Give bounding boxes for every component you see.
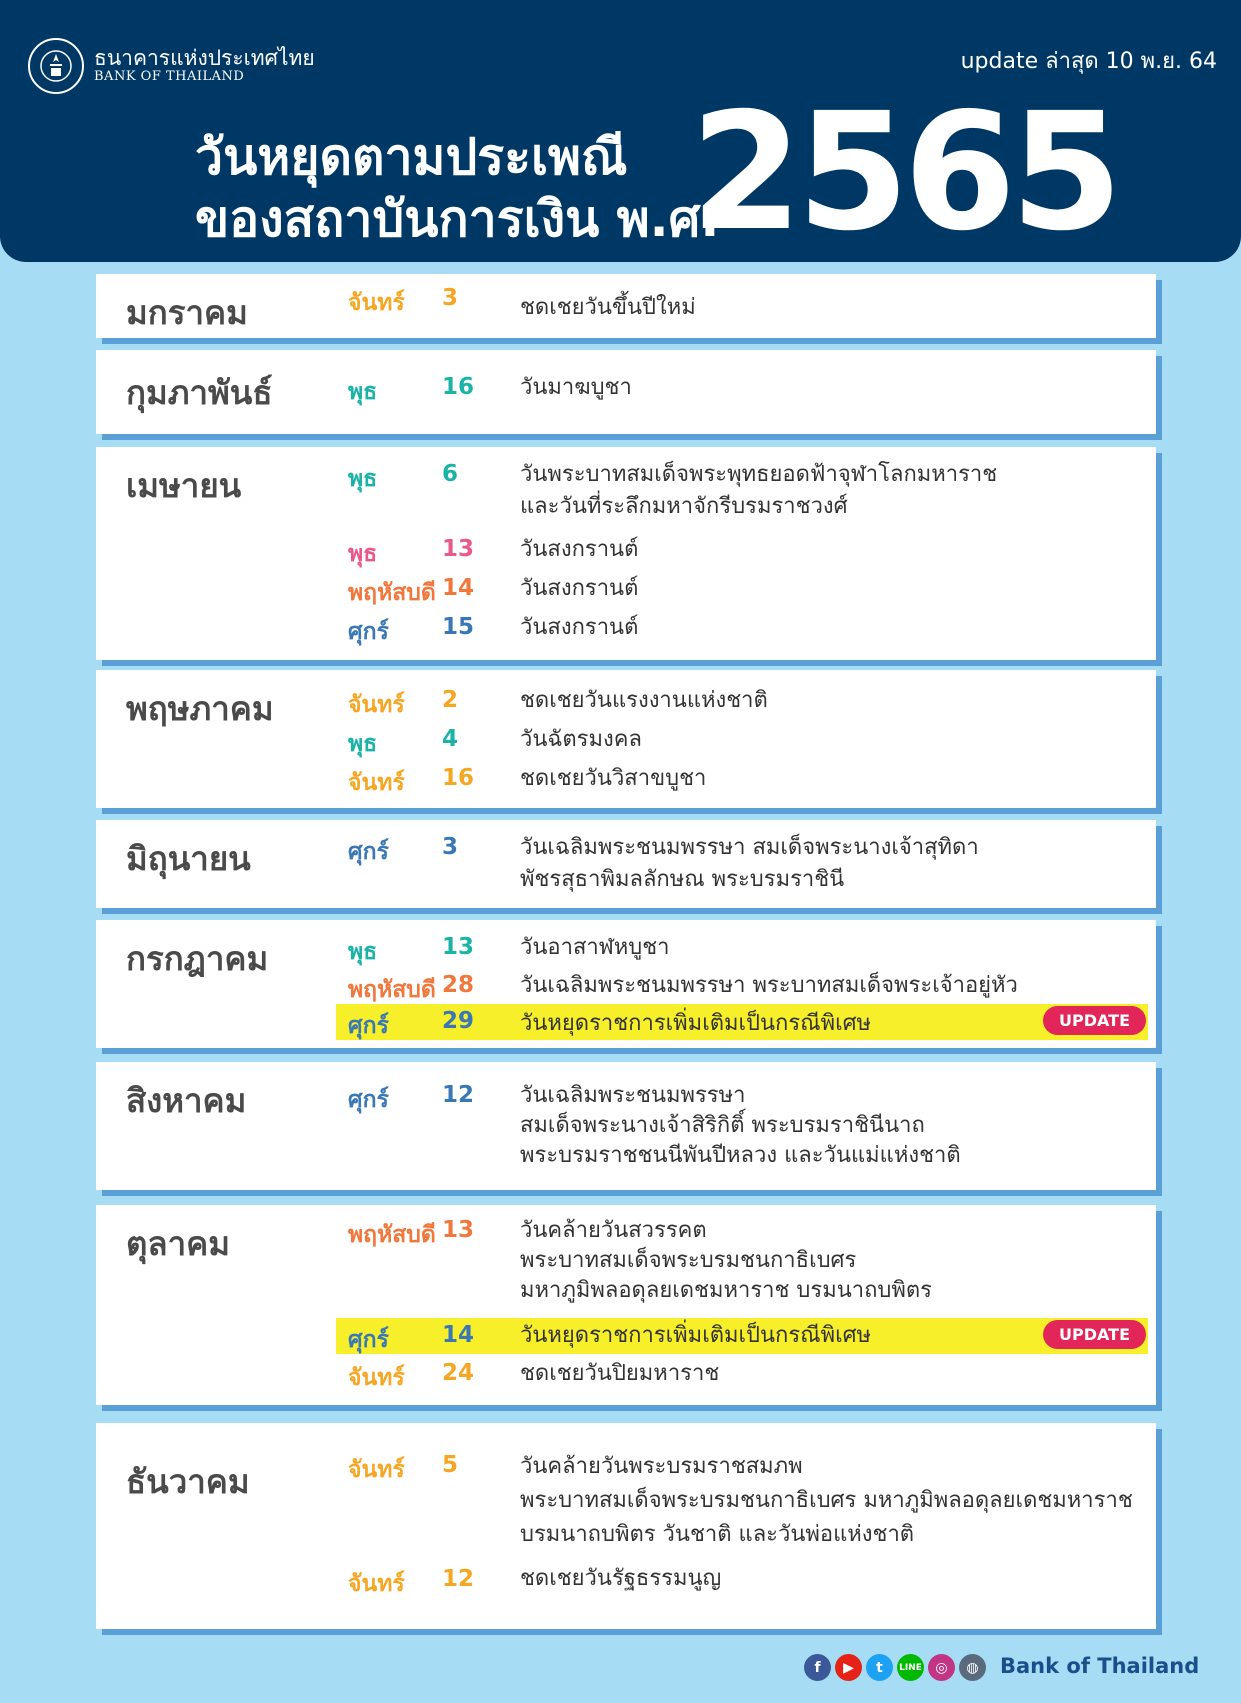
title-line1: วันหยุดตามประเพณี <box>195 128 628 186</box>
holiday-weekday: พุธ <box>348 466 378 492</box>
holiday-description: วันสงกรานต์ <box>520 576 639 601</box>
bank-emblem-icon <box>36 46 76 86</box>
header-banner <box>0 0 1241 267</box>
holiday-description: มหาภูมิพลอดุลยเดชมหาราช บรมนาถบพิตร <box>520 1278 932 1303</box>
month-name: สิงหาคม <box>126 1081 247 1120</box>
holiday-weekday: พุธ <box>348 939 378 965</box>
holiday-weekday: จันทร์ <box>348 1365 405 1391</box>
social-links <box>804 1654 986 1681</box>
holiday-date: 28 <box>442 972 475 998</box>
holiday-date: 13 <box>442 1217 475 1243</box>
month-card <box>96 1062 1156 1190</box>
month-card <box>96 920 1156 1048</box>
holiday-date: 12 <box>442 1566 475 1592</box>
holiday-description: พระบาทสมเด็จพระบรมชนกาธิเบศร มหาภูมิพลอดุลยเดชมหาราช <box>520 1488 1133 1513</box>
holiday-date: 29 <box>442 1008 475 1034</box>
holiday-description: พัชรสุธาพิมลลักษณ พระบรมราชินี <box>520 867 845 892</box>
holiday-description: ชดเชยวันขึ้นปีใหม่ <box>520 295 696 320</box>
month-card <box>96 350 1156 434</box>
month-name: มิถุนายน <box>126 839 251 878</box>
update-date: update ล่าสุด 10 พ.ย. 64 <box>960 49 1217 74</box>
bank-logo <box>28 38 84 94</box>
update-badge: UPDATE <box>1043 1006 1146 1035</box>
holiday-weekday: จันทร์ <box>348 692 405 718</box>
holiday-weekday: พุธ <box>348 731 378 757</box>
holiday-description: วันเฉลิมพระชนมพรรษา <box>520 1083 746 1108</box>
holiday-date: 15 <box>442 614 475 640</box>
instagram-icon[interactable]: ◎ <box>928 1654 955 1681</box>
month-card <box>96 670 1156 808</box>
holiday-description: ชดเชยวันรัฐธรรมนูญ <box>520 1566 722 1591</box>
holiday-description: วันพระบาทสมเด็จพระพุทธยอดฟ้าจุฬาโลกมหาราช <box>520 462 998 487</box>
holiday-weekday: ศุกร์ <box>348 1327 389 1353</box>
month-name: มกราคม <box>126 293 248 332</box>
month-name: กรกฎาคม <box>126 939 269 978</box>
holiday-weekday: จันทร์ <box>348 1457 405 1483</box>
twitter-icon[interactable]: t <box>866 1654 893 1681</box>
holiday-weekday: พฤหัสบดี <box>348 1222 436 1248</box>
holiday-description: วันสงกรานต์ <box>520 615 639 640</box>
holiday-weekday: ศุกร์ <box>348 1013 389 1039</box>
holiday-description: พระบาทสมเด็จพระบรมชนกาธิเบศร <box>520 1248 857 1273</box>
month-name: ตุลาคม <box>126 1224 231 1263</box>
holiday-weekday: พุธ <box>348 379 378 405</box>
holiday-weekday: ศุกร์ <box>348 619 389 645</box>
month-name: พฤษภาคม <box>126 689 274 728</box>
title-line2: ของสถาบันการเงิน พ.ศ. <box>195 190 720 248</box>
month-name: ธันวาคม <box>126 1462 250 1501</box>
holiday-date: 16 <box>442 765 475 791</box>
month-card <box>96 274 1156 338</box>
holiday-date: 5 <box>442 1452 459 1478</box>
holiday-weekday: จันทร์ <box>348 770 405 796</box>
holiday-description: ชดเชยวันปิยมหาราช <box>520 1361 720 1386</box>
holiday-date: 12 <box>442 1082 475 1108</box>
holiday-weekday: ศุกร์ <box>348 1087 389 1113</box>
holiday-description: และวันที่ระลึกมหาจักรีบรมราชวงศ์ <box>520 494 848 519</box>
holiday-description: ชดเชยวันแรงงานแห่งชาติ <box>520 688 768 713</box>
holiday-description: วันฉัตรมงคล <box>520 727 642 752</box>
holiday-description: วันคล้ายวันสวรรคต <box>520 1218 707 1243</box>
holiday-date: 16 <box>442 374 475 400</box>
holiday-description: สมเด็จพระนางเจ้าสิริกิติ์ พระบรมราชินีนาถ <box>520 1113 925 1138</box>
holiday-weekday: พุธ <box>348 541 378 567</box>
holiday-date: 24 <box>442 1360 475 1386</box>
holiday-description: วันสงกรานต์ <box>520 537 639 562</box>
web-icon[interactable]: ◍ <box>959 1654 986 1681</box>
holiday-date: 13 <box>442 934 475 960</box>
youtube-icon[interactable]: ▶ <box>835 1654 862 1681</box>
holiday-description: บรมนาถบพิตร วันชาติ และวันพ่อแห่งชาติ <box>520 1522 915 1547</box>
holiday-description: วันหยุดราชการเพิ่มเติมเป็นกรณีพิเศษ <box>520 1011 872 1036</box>
holiday-date: 2 <box>442 687 459 713</box>
bank-name-en: BANK OF THAILAND <box>94 69 245 84</box>
holiday-description: วันเฉลิมพระชนมพรรษา พระบาทสมเด็จพระเจ้าอยู่หัว <box>520 973 1018 998</box>
holiday-date: 3 <box>442 285 459 311</box>
month-name: เมษายน <box>126 466 242 505</box>
line-icon[interactable]: LINE <box>897 1654 924 1681</box>
holiday-date: 6 <box>442 461 459 487</box>
month-card <box>96 1423 1156 1629</box>
holiday-weekday: พฤหัสบดี <box>348 580 436 606</box>
holiday-date: 13 <box>442 536 475 562</box>
holiday-date: 4 <box>442 726 459 752</box>
bank-name-th: ธนาคารแห่งประเทศไทย <box>94 46 315 70</box>
month-card <box>96 820 1156 908</box>
month-card <box>96 447 1156 660</box>
holiday-description: วันคล้ายวันพระบรมราชสมภพ <box>520 1454 803 1479</box>
title-year: 2565 <box>690 79 1117 267</box>
holiday-weekday: จันทร์ <box>348 1571 405 1597</box>
month-name: กุมภาพันธ์ <box>126 373 273 412</box>
holiday-description: วันเฉลิมพระชนมพรรษา สมเด็จพระนางเจ้าสุทิดา <box>520 835 979 860</box>
holiday-description: พระบรมราชชนนีพันปีหลวง และวันแม่แห่งชาติ <box>520 1143 961 1168</box>
update-badge: UPDATE <box>1043 1320 1146 1349</box>
holiday-weekday: จันทร์ <box>348 290 405 316</box>
holiday-date: 14 <box>442 1322 475 1348</box>
holiday-description: ชดเชยวันวิสาขบูชา <box>520 766 707 791</box>
holiday-description: วันอาสาฬหบูชา <box>520 935 670 960</box>
holiday-date: 14 <box>442 575 475 601</box>
holiday-description: วันมาฆบูชา <box>520 375 632 400</box>
holiday-weekday: ศุกร์ <box>348 839 389 865</box>
facebook-icon[interactable]: f <box>804 1654 831 1681</box>
month-card <box>96 1205 1156 1405</box>
holiday-weekday: พฤหัสบดี <box>348 977 436 1003</box>
footer-brand: Bank of Thailand <box>1000 1654 1200 1678</box>
holiday-description: วันหยุดราชการเพิ่มเติมเป็นกรณีพิเศษ <box>520 1323 872 1348</box>
holiday-date: 3 <box>442 834 459 860</box>
